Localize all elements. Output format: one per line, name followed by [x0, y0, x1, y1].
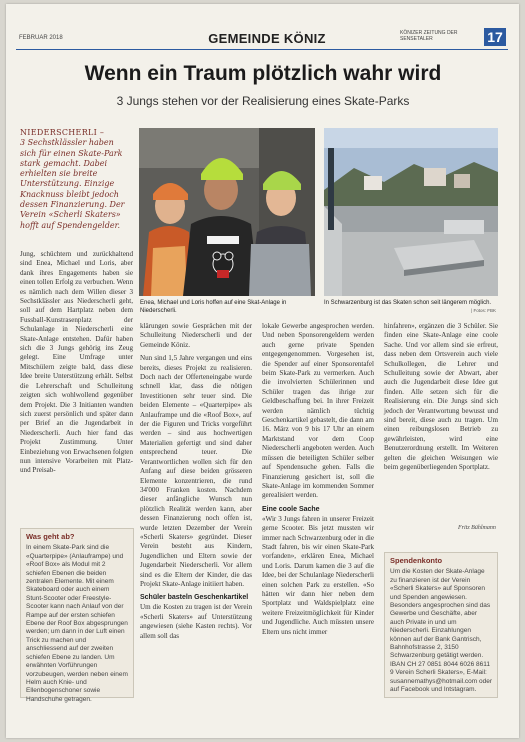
issue-date: FEBRUAR 2018	[19, 35, 63, 41]
photo-skate-park-image	[324, 128, 498, 296]
donation-box-title: Spendenkonto	[390, 556, 443, 565]
donation-box-text: Um die Kosten der Skate-Anlage zu finanzieren ist der Verein «Scherli Skaters» auf Sponsoren und Spenden angewiesen. Besonders angesprochen sind das Gewerbe und Geschäfte, aber auch Private in und um Niederscherli. Einzahlungen können auf der Bank Gantrisch, Bahnhofstrasse 2, 3150 Schwarzenburg getätigt werden. IBAN CH 27 0851 8044 6026 8611 9 Verein Scherli Skaters», E-Mail: susannemathys@hotmail.com oder auf Facebook und Intstagram.	[390, 568, 492, 694]
article-column-4	[384, 322, 498, 473]
column4-paragraph-1: hinfahren», ergänzen die 3 Schüler. Sie finden eine Skate-Anlage eine coole Sache. Und vor allem sind sie erfreut, dass neben dem Ortsverein auch viele Schulkollegen, die Lehrer und Schulleitung sowie der Abwart, aber auch die Jugendarbeit diese Idee gut finden. Alle setzen sich für die Realisierung ein. Die Jungs sind sich jedoch der Verantwortung bewusst und sind bereit, diese auch zu tragen. Um einen reibungslosen Betrieb zu gewährleisten, wird eine Benutzerordnung erstellt. Im Weiteren gelten die gleichen Weisungen wie beim gegenüberliegenden Sportplatz.	[384, 322, 498, 472]
column3-paragraph-2: «Wir 3 Jungs fahren in unserer Freizeit gerne Scooter. Bis jetzt mussten wir immer nach Schwarzenburg oder in die Stadt fahren, bis wir einen Skate-Park vorfanden», erklären Enea, Michael und Loris. Darum kamen die 3 auf die Idee, bei der Schulanlage Niederscherli einen solchen Park zu erstellen. «So hätten wir dann hier neben dem Sportplatz und Waldspielplatz eine weitere Freizeitmöglichkeit für Kinder und Jugendliche. Auch müssten unsere Eltern uns nicht immer	[262, 514, 374, 636]
photo1-caption: Enea, Michael und Loris hoffen auf eine Skat-Anlage in Niederscherli.	[140, 300, 287, 314]
info-box-title: Was geht ab?	[26, 532, 75, 541]
photo-three-boys-image	[139, 128, 315, 296]
newspaper-page	[6, 4, 519, 738]
section-title: GEMEINDE KÖNIZ	[208, 31, 326, 46]
page-header	[16, 27, 508, 50]
author-byline: Fritz Bühlmann	[458, 525, 496, 531]
column3-paragraph-1: lokale Gewerbe angesprochen werden. Und neben Sponsorengeldern werden auch gerne private Spenden entgegengenommen. Vorgesehen ist, die Spender auf einer Sponsorentafel beim Skate-Park zu vermerken. Auch die involvierten Schülerinnen und Schüler tragen das ihrige zur Geldbeschaffung bei. In ihrer Freizeit werden nämlich tüchtig Geschenkartikel gebastelt, die dann am 16. März von 9 bis 17 Uhr an einem Marktstand vor dem Coop Niederscherli angeboten werden. Auch müssen die beteiligten Schüler selber auf Spendensuche gehen. Falls die Finanzierung gesichert ist, soll die Skate-Anlage im kommenden Sommer gerealisiert werden.	[262, 322, 374, 500]
article-lead	[20, 128, 132, 231]
column2-subheading: Schüler basteln Geschenkartikel	[140, 594, 249, 602]
info-box-text: In einem Skate-Park sind die «Quarterpipe» (Anlauframpe) und «Roof Box» als Modul mit 2 schiefen Ebenen die beiden zentralen Elemente. Mit einem Skateboard oder auch einem Stunt-Scooter oder Freestyle-Scooter kann nach Anlauf von der Rampe auf der ersten schiefen Ebene der Roof Box abgesprungen werden; um dann in der Luft einen Trick zu machen und anschliessend auf der zweiten schiefen Ebene zu landen. Um erwähnten Vorführungen vorzubeugen, werden neben einem Helm auch Knie- und Ellenbogenschoner sowie Handschuhe getragen.	[26, 544, 128, 703]
photo2-caption	[324, 300, 498, 313]
column2-paragraph-3: Um die Kosten zu tragen ist der Verein «Scherli Skaters» auf Unterstützung angewiesen (siehe Kasten rechts). Vor allem soll das	[140, 603, 252, 640]
article-subheadline: 3 Jungs stehen vor der Realisierung eines Skate-Parks	[116, 94, 410, 108]
lead-dateline: NIEDERSCHERLI –	[20, 128, 105, 137]
column3-subheading: Eine coole Sache	[262, 505, 320, 513]
page-number: 17	[484, 28, 506, 46]
photo-credit: | Fotos: FBK	[471, 308, 496, 313]
info-box-what-is-going-on	[20, 528, 134, 703]
article-column-1: Jung, schüchtern und zurückhaltend sind Enea, Michael und Loris, aber dank ihres Engagements haben sie einen tollen Erfolg zu verbuchen. Wenn es nämlich nach dem Willen dieser 3 Sechstklässler aus Niederscherli geht, soll auf dem Hartplatz neben dem Fussball-Kunstrasenplatz der Schulanlage in Niederscherli eine Skate-Anlage entstehen. Dafür haben sich die 3 Jungs gehörig ins Zeug gelegt. Eine Umfrage unter Mitschülern zeigte bald, dass diese Idee breite Unterstützung erhält. Selbst die Lehrerschaft und Schulleitung zeigten sich wohlwollend gegenüber dem Projekt. Die 3 Initianten wandten sich zuerst persönlich und später dann per Brief an die Jugendarbeit in Niederscherli. Auch hier fand das Projekt Zustimmung. Unter Einbeziehung von Erwachsenen folgten nun intensive Vorarbeiten mit Platz- und Preisab-	[20, 250, 133, 475]
donation-account-box	[384, 552, 498, 698]
photo2-caption-text: In Schwarzenburg ist das Skaten schon seit längerem möglich.	[324, 300, 492, 306]
lead-text: 3 Sechstklässler haben sich für einen Skate-Park stark gemacht. Dabei erhielten sie breite Unterstützung. Einzige Knacknuss bleibt jedoch dessen Finanzierung. Der Verein «Scherli Skaters» hofft auf Spendengelder.	[20, 138, 125, 230]
photo-skate-park	[324, 128, 498, 296]
column2-paragraph-1: klärungen sowie Gesprächen mit der Schulleitung Niederscherli und der Gemeinde Köniz.	[140, 322, 252, 349]
photo-three-boys	[139, 128, 315, 296]
paper-name: KÖNIZER ZEITUNG DER SENSETALER	[400, 30, 458, 42]
article-column-3	[262, 322, 374, 637]
article-column-2	[140, 322, 252, 641]
article-headline: Wenn ein Traum plötzlich wahr wird	[84, 62, 442, 85]
column2-paragraph-2: Nun sind 1,5 Jahre vergangen und eins bereits, dieses Projekt zu realisieren. Doch nach der Offerteneingabe wurde schnell klar, dass die nötigen Investitionen sehr teuer sind. Die beiden Elemente – «Quarterpipe» als Anlauframpe und die «Roof Box», auf der die Figuren und Tricks vorgeführt werden – sind aus hochwertigen Materialien gefertigt und sind daher entsprechend teuer. Die Verantwortlichen wollen sich für den Anfang auf diese beiden grösseren Elemente konzentrieren, die rund 34'000 Franken kosten. Nachdem dieser anfängliche Wunsch nun plötzlich Realität werden kann, aber dessen Finanzierung noch offen ist, wurde letzten Dezember der Verein «Scherli Skaters» gegründet. Dieser Verein besteht aus Kindern, Jugendlichen und Eltern sowie der Jugendarbeit Niederscherli. Vor allem sind es die Eltern der Kinder, die das Projekt Skate-Anlage initiiert haben.	[140, 354, 252, 588]
